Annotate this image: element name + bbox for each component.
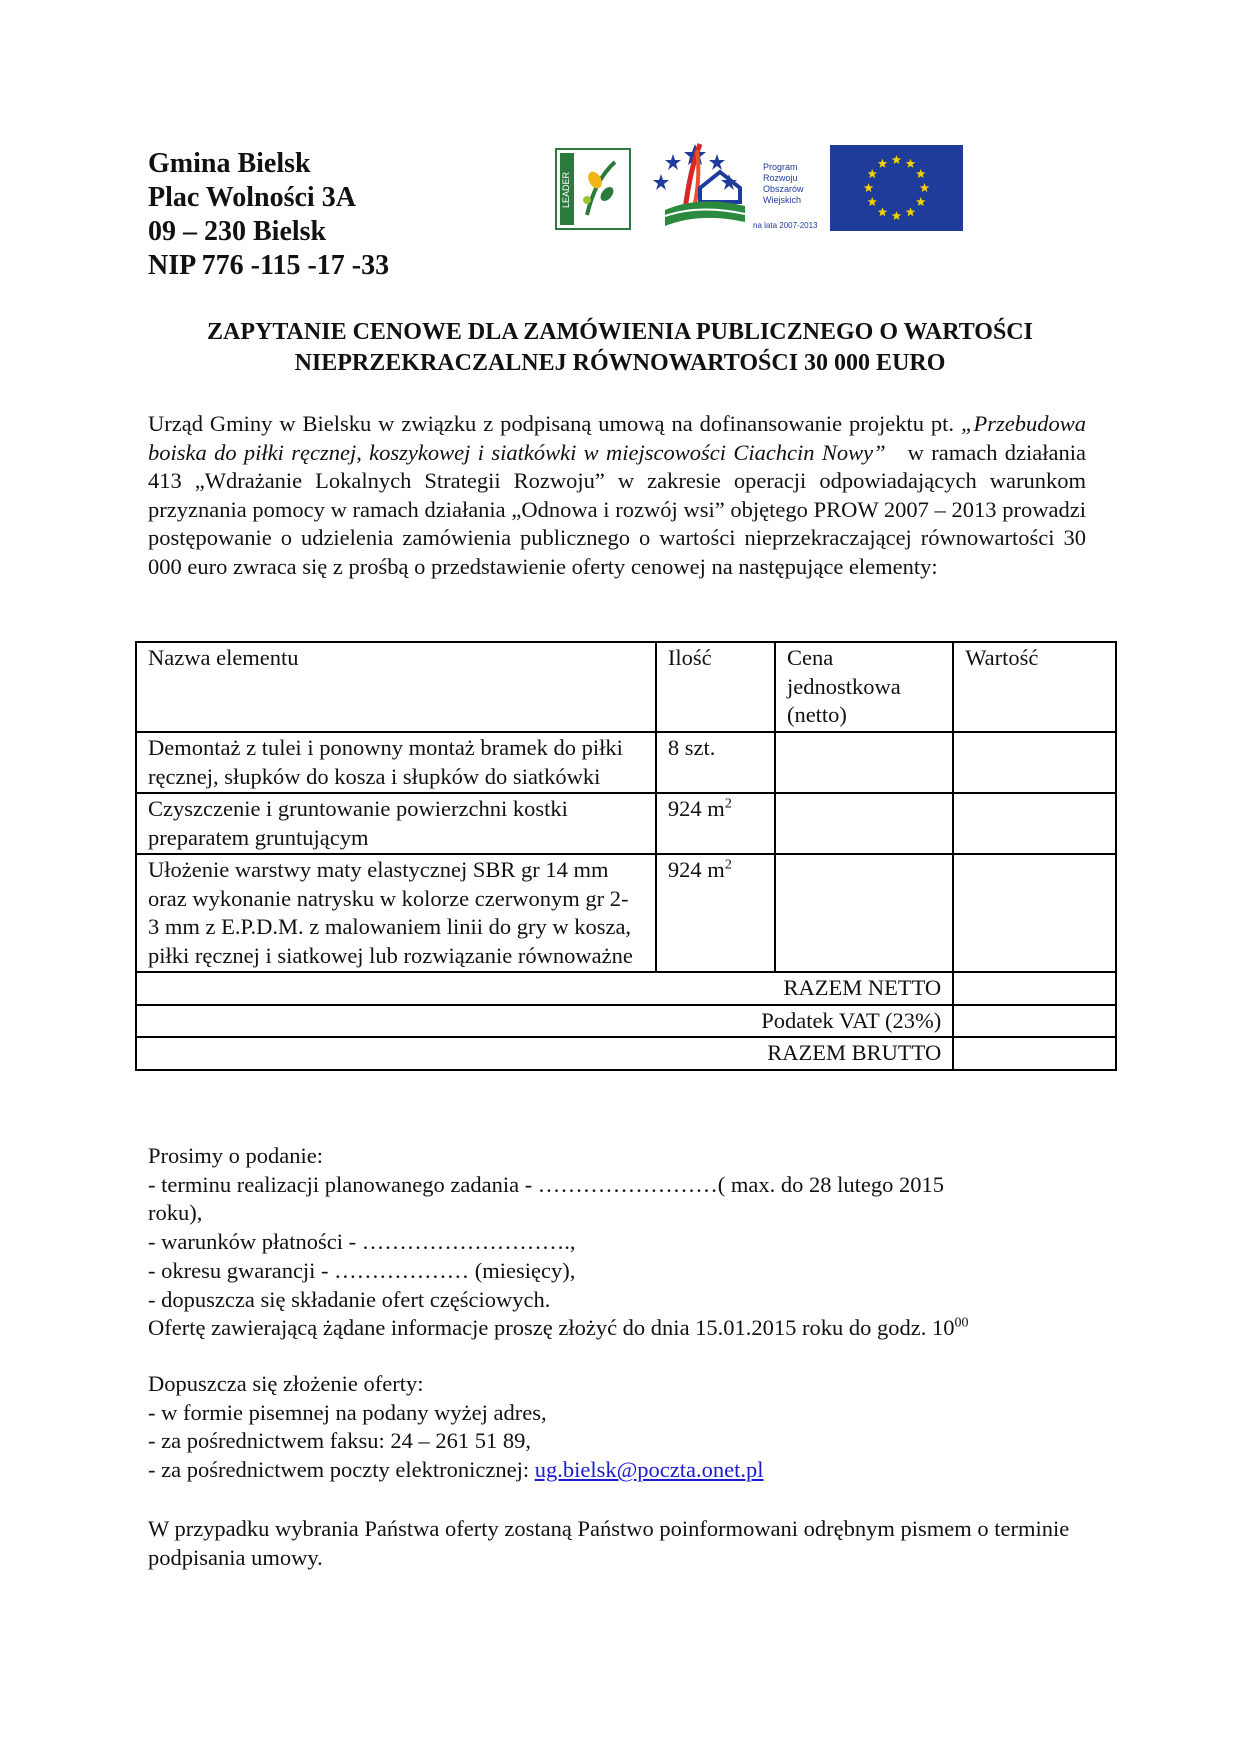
row-quantity: 924 $m^2$ [656, 854, 775, 972]
summary-vat-value [953, 1005, 1116, 1038]
prow-line-4: Wiejskich [763, 195, 802, 205]
row-name: Czyszczenie i gruntowanie powierzchni kostki preparatem gruntującym [136, 793, 656, 854]
summary-net-value [953, 972, 1116, 1005]
offer-table [135, 641, 1117, 1071]
table-row [136, 793, 1116, 854]
document-title [130, 317, 1110, 379]
methods-heading: Dopuszcza się złożenie oferty: [148, 1371, 424, 1396]
eu-flag-logo [830, 145, 963, 231]
intro-part-1: Urząd Gminy w Bielsku w związku z podpisaną umową na dofinansowanie projektu pt. [148, 411, 955, 436]
summary-row-gross [136, 1037, 1116, 1070]
email-link[interactable]: ug.bielsk@poczta.onet.pl [534, 1457, 764, 1483]
row-quantity: 8 szt. [656, 732, 775, 793]
submission-deadline: Ofertę zawierającą żądane informacje proszę złożyć do dnia 15.01.2015 roku do godz. $10^{00}$ [148, 1315, 969, 1341]
intro-paragraph [148, 410, 1086, 582]
summary-gross-label: RAZEM BRUTTO [136, 1037, 953, 1070]
request-item-deadline-cont: roku), [148, 1200, 203, 1226]
prow-logo [645, 140, 835, 236]
header-quantity: Ilość [656, 642, 775, 732]
closing-paragraph: W przypadku wybrania Państwa oferty zostaną Państwo poinformowani odrębnym pismem o terminie podpisania umowy. [148, 1516, 1070, 1570]
summary-row-net [136, 972, 1116, 1005]
funding-logos [555, 140, 975, 240]
row-value [953, 732, 1116, 793]
prow-line-1: Program [763, 162, 798, 172]
prow-line-3: Obszarów [763, 184, 804, 194]
project-title: „Przebudowa boiska do piłki ręcznej, koszykowej i siatkówki w miejscowości Ciachcin Nowy” [148, 411, 1087, 465]
table-row [136, 854, 1116, 972]
leader-logo-text: LEADER [561, 171, 571, 209]
requests-heading: Prosimy o podanie: [148, 1143, 323, 1168]
header-name: Nazwa elementu [136, 642, 656, 732]
prow-years: na lata 2007-2013 [753, 221, 818, 230]
summary-row-vat [136, 1005, 1116, 1038]
prow-line-2: Rozwoju [763, 173, 798, 183]
header-value: Wartość [953, 642, 1116, 732]
request-item-partial: - dopuszcza się składanie ofert częściowych. [148, 1286, 551, 1312]
row-name: Demontaż z tulei i ponowny montaż bramek do piłki ręcznej, słupków do kosza i słupków do siatkówki [136, 732, 656, 793]
row-unit-price [775, 732, 953, 793]
leader-logo [555, 148, 631, 230]
row-unit-price [775, 793, 953, 854]
street-address: Plac Wolności 3A [148, 182, 356, 213]
sender-address [148, 147, 389, 283]
request-item-payment: - warunków płatności - ………………………., [148, 1229, 576, 1255]
requests-section [148, 1142, 1108, 1343]
tax-id: NIP 776 -115 -17 -33 [148, 250, 390, 281]
table-row [136, 732, 1116, 793]
summary-vat-label: Podatek VAT (23%) [136, 1005, 953, 1038]
row-quantity: 924 $m^2$ [656, 793, 775, 854]
table-header-row [136, 642, 1116, 732]
request-item-deadline: - terminu realizacji planowanego zadania - ……………………( max. do 28 lutego 2015 [148, 1171, 945, 1197]
row-value [953, 793, 1116, 854]
method-email: - za pośrednictwem poczty elektronicznej: ug.bielsk@poczta.onet.pl [148, 1457, 764, 1483]
row-value [953, 854, 1116, 972]
municipality-name: Gmina Bielsk [148, 148, 311, 179]
method-written: - w formie pisemnej na podany wyżej adres, [148, 1399, 547, 1425]
row-name: Ułożenie warstwy maty elastycznej SBR gr 14 mm oraz wykonanie natrysku w kolorze czerwonym gr 2- 3 mm z E.P.D.M. z malowaniem linii do gry w kosza, piłki ręcznej i siatkowej lub rozwiązanie równoważne [136, 854, 656, 972]
submission-methods [148, 1370, 1108, 1485]
row-unit-price [775, 854, 953, 972]
intro-part-2: w ramach działania 413 „Wdrażanie Lokalnych Strategii Rozwoju” w zakresie operacji odpowiadających warunkom przyznania pomocy w ramach działania „Odnowa i rozwój wsi” objętego PROW 2007 – 2013 prowadzi postępowanie o udzielenia zamówienia publicznego o wartości nieprzekraczającej równowartości 30 000 euro zwraca się z prośbą o przedstawienie oferty cenowej na następujące elementy: [148, 439, 1086, 579]
method-fax: - za pośrednictwem faksu: 24 – 261 51 89, [148, 1428, 532, 1454]
summary-gross-value [953, 1037, 1116, 1070]
summary-net-label: RAZEM NETTO [136, 972, 953, 1005]
header-unit-price: Cena jednostkowa (netto) [775, 642, 953, 732]
title-line-1: ZAPYTANIE CENOWE DLA ZAMÓWIENIA PUBLICZNEGO O WARTOŚCI [207, 319, 1033, 345]
postal-city: 09 – 230 Bielsk [148, 216, 327, 247]
title-line-2: NIEPRZEKRACZALNEJ RÓWNOWARTOŚCI 30 000 EURO [294, 350, 946, 376]
request-item-warranty: - okresu gwarancji - ……………… (miesięcy), [148, 1257, 576, 1283]
